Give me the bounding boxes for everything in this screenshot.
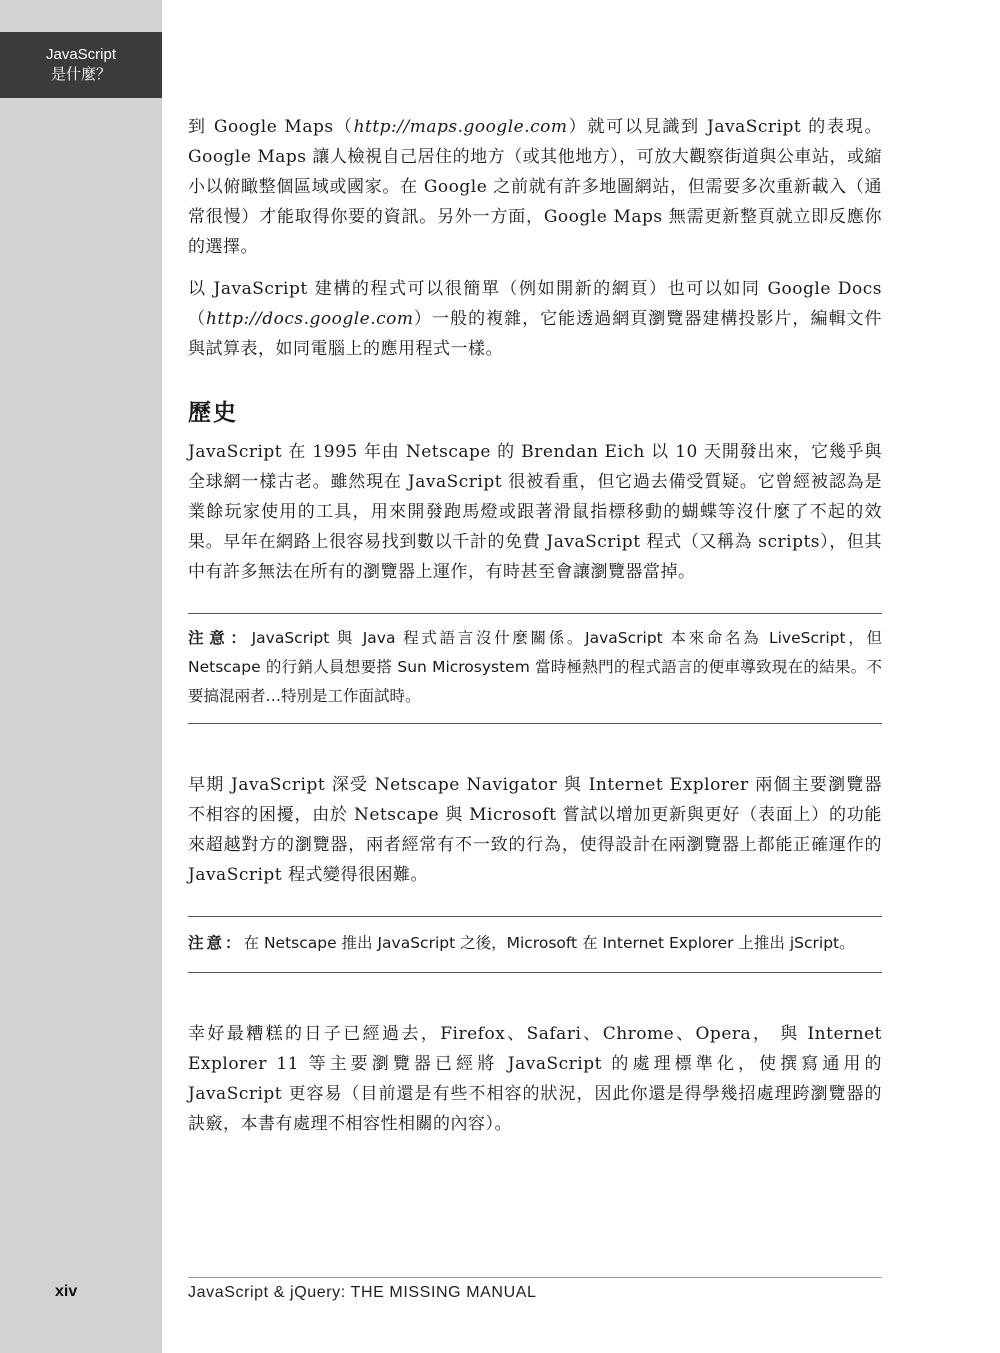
paragraph-text: ）就可以見識到 JavaScript 的表現。Google Maps 讓人檢視自己居住的地方（或其他地方），可放大觀察街道與公車站，或縮小以俯瞰整個區域或國家。在 Google 之前就有許多地圖網站，但需要多次重新載入（通常很慢）才能取得你要的資訊。另外一方面，Google Maps 無需更新整頁就立即反應你的選擇。 [188, 117, 882, 257]
google-maps-url: http://maps.google.com [353, 117, 568, 137]
sidebar [0, 0, 162, 1353]
chapter-tab-line1: JavaScript [45, 46, 117, 63]
paragraph-text: ）一般的複雜，它能透過網頁瀏覽器建構投影片，編輯文件與試算表，如同電腦上的應用程式一樣。 [188, 309, 883, 359]
paragraph-google-docs [188, 274, 882, 364]
note-label: 注意： [188, 629, 252, 647]
page-number: xiv [55, 1283, 78, 1300]
paragraph-google-maps [188, 112, 882, 262]
chapter-tab [0, 32, 162, 98]
footer-divider [188, 1277, 882, 1278]
paragraph-standardization: 幸好最糟糕的日子已經過去，Firefox、Safari、Chrome、Opera， 與 Internet Explorer 11 等主要瀏覽器已經將 JavaScript 的處理標準化，使撰寫通用的 JavaScript 更容易（目前還是有些不相容的狀況，因此你還是得學幾招處理跨瀏覽器的訣竅，本書有處理不相容性相關的內容）。 [188, 1024, 882, 1134]
google-docs-url: http://docs.google.com [206, 309, 414, 329]
paragraph-early-browsers: 早期 JavaScript 深受 Netscape Navigator 與 Internet Explorer 兩個主要瀏覽器不相容的困擾，由於 Netscape 與 Microsoft 嘗試以增加更新與更好（表面上）的功能來超越對方的瀏覽器，兩者經常有不一致的行為，使得設計在兩瀏覽器上都能正確運作的 JavaScript 程式變得很困難。 [188, 775, 882, 885]
paragraph-text: 到 Google Maps（ [188, 117, 354, 137]
note-box-jscript [188, 916, 882, 973]
footer-book-title: JavaScript & jQuery: THE MISSING MANUAL [188, 1284, 537, 1301]
note-box-java [188, 613, 882, 724]
paragraph-text: 以 JavaScript 建構的程式可以很簡單（例如開新的網頁）也可以如同 Google Docs（ [188, 279, 882, 329]
note-text: 在 Netscape 推出 JavaScript 之後，Microsoft 在 Internet Explorer 上推出 jScript。 [243, 934, 855, 952]
note-label: 注意： [188, 934, 244, 952]
page-content [188, 112, 882, 1139]
section-heading-history: 歷史 [188, 400, 238, 426]
note-text: JavaScript 與 Java 程式語言沒什麼關係。JavaScript 本來命名為 LiveScript，但 Netscape 的行銷人員想要搭 Sun Microsystem 當時極熱門的程式語言的便車導致現在的結果。不要搞混兩者…特別是工作面試時。 [188, 629, 882, 705]
chapter-tab-line2: 是什麼？ [50, 66, 111, 83]
paragraph-history: JavaScript 在 1995 年由 Netscape 的 Brendan Eich 以 10 天開發出來，它幾乎與全球網一樣古老。雖然現在 JavaScript 很被看重，但它過去備受質疑。它曾經被認為是業餘玩家使用的工具，用來開發跑馬燈或跟著滑鼠指標移動的蝴蝶等沒什麼了不起的效果。早年在網路上很容易找到數以千計的免費 JavaScript 程式（又稱為 scripts），但其中有許多無法在所有的瀏覽器上運作，有時甚至會讓瀏覽器當掉。 [188, 442, 882, 582]
